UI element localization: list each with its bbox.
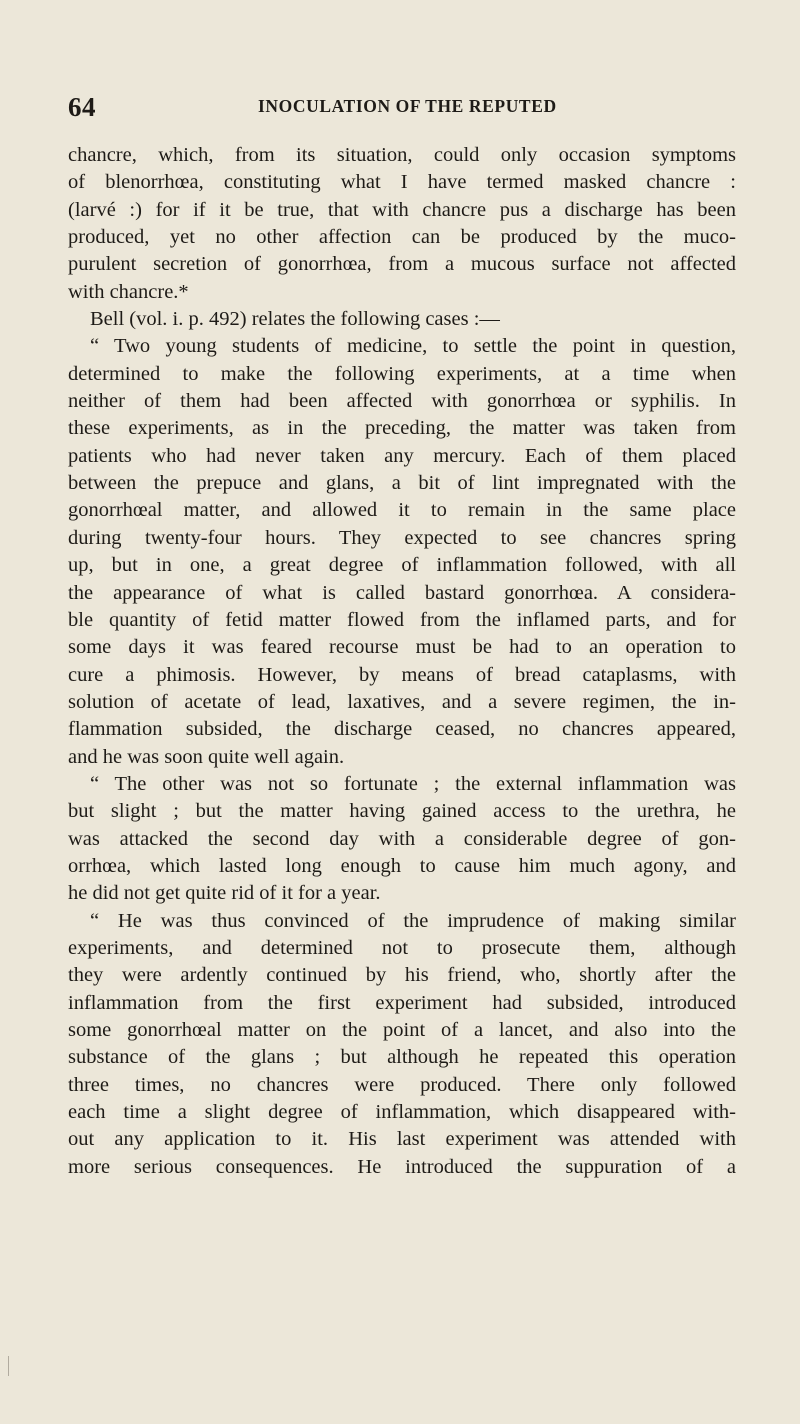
text-line: chancre, which, from its situation, could only occasion symptoms: [68, 144, 736, 166]
text-line: patients who had never taken any mercury. Each of them placed: [68, 444, 736, 467]
text-line: inflammation from the first experiment had subsided, introduced: [68, 991, 736, 1014]
text-line: cure a phimosis. However, by means of bread cataplasms, with: [68, 663, 736, 686]
text-line: was attacked the second day with a considerable degree of gon-: [68, 827, 736, 850]
text-line: determined to make the following experiments, at a time when: [68, 362, 736, 385]
text-line: (larvé :) for if it be true, that with chancre pus a discharge has been: [68, 198, 736, 221]
text-line: ble quantity of fetid matter flowed from the inflamed parts, and for: [68, 608, 736, 631]
text-line: he did not get quite rid of it for a year.: [68, 882, 381, 905]
text-line: each time a slight degree of inflammation, which disappeared with-: [68, 1101, 736, 1124]
text-line: some days it was feared recourse must be had to an operation to: [68, 636, 736, 659]
text-line: three times, no chancres were produced. There only followed: [68, 1073, 736, 1096]
margin-mark: [8, 1356, 9, 1376]
text-line: experiments, and determined not to prosecute them, although: [68, 936, 736, 959]
page-number: 64: [68, 92, 96, 122]
text-line: neither of them had been affected with gonorrhœa or syphilis. In: [68, 390, 736, 413]
text-line: more serious consequences. He introduced the suppuration of a: [68, 1155, 736, 1178]
text-line: orrhœa, which lasted long enough to cause him much agony, and: [68, 854, 736, 877]
text-line: some gonorrhœal matter on the point of a lancet, and also into the: [68, 1019, 736, 1041]
text-line: and he was soon quite well again.: [68, 745, 345, 768]
text-line: “ The other was not so fortunate ; the external inflammation was: [90, 772, 736, 795]
text-line: purulent secretion of gonorrhœa, from a mucous surface not affected: [68, 253, 736, 276]
body-text: [68, 142, 736, 1181]
text-line: “ Two young students of medicine, to settle the point in question,: [90, 335, 736, 358]
text-line: up, but in one, a great degree of inflammation followed, with all: [68, 554, 736, 577]
text-line: these experiments, as in the preceding, the matter was taken from: [68, 417, 736, 440]
text-line: solution of acetate of lead, laxatives, and a severe regimen, the in-: [68, 690, 736, 713]
text-line: but slight ; but the matter having gained access to the urethra, he: [68, 800, 736, 823]
running-title: INOCULATION OF THE REPUTED: [258, 96, 557, 116]
text-line: gonorrhœal matter, and allowed it to remain in the same place: [68, 499, 736, 522]
text-line: out any application to it. His last experiment was attended with: [68, 1128, 736, 1151]
text-line: produced, yet no other affection can be produced by the muco-: [68, 226, 736, 249]
text-line: substance of the glans ; but although he repeated this operation: [68, 1046, 736, 1069]
text-line: of blenorrhœa, constituting what I have termed masked chancre :: [68, 171, 736, 194]
text-line: during twenty-four hours. They expected to see chancres spring: [68, 526, 736, 549]
text-line: the appearance of what is called bastard gonorrhœa. A considera-: [68, 581, 736, 604]
text-line: they were ardently continued by his friend, who, shortly after the: [68, 964, 736, 987]
text-line: between the prepuce and glans, a bit of lint impregnated with the: [68, 472, 736, 495]
text-line: Bell (vol. i. p. 492) relates the following cases :—: [90, 308, 500, 331]
text-line: flammation subsided, the discharge ceased, no chancres appeared,: [68, 718, 736, 741]
running-head: [68, 92, 736, 122]
text-line: with chancre.*: [68, 280, 189, 303]
text-line: “ He was thus convinced of the imprudence of making similar: [90, 909, 736, 932]
